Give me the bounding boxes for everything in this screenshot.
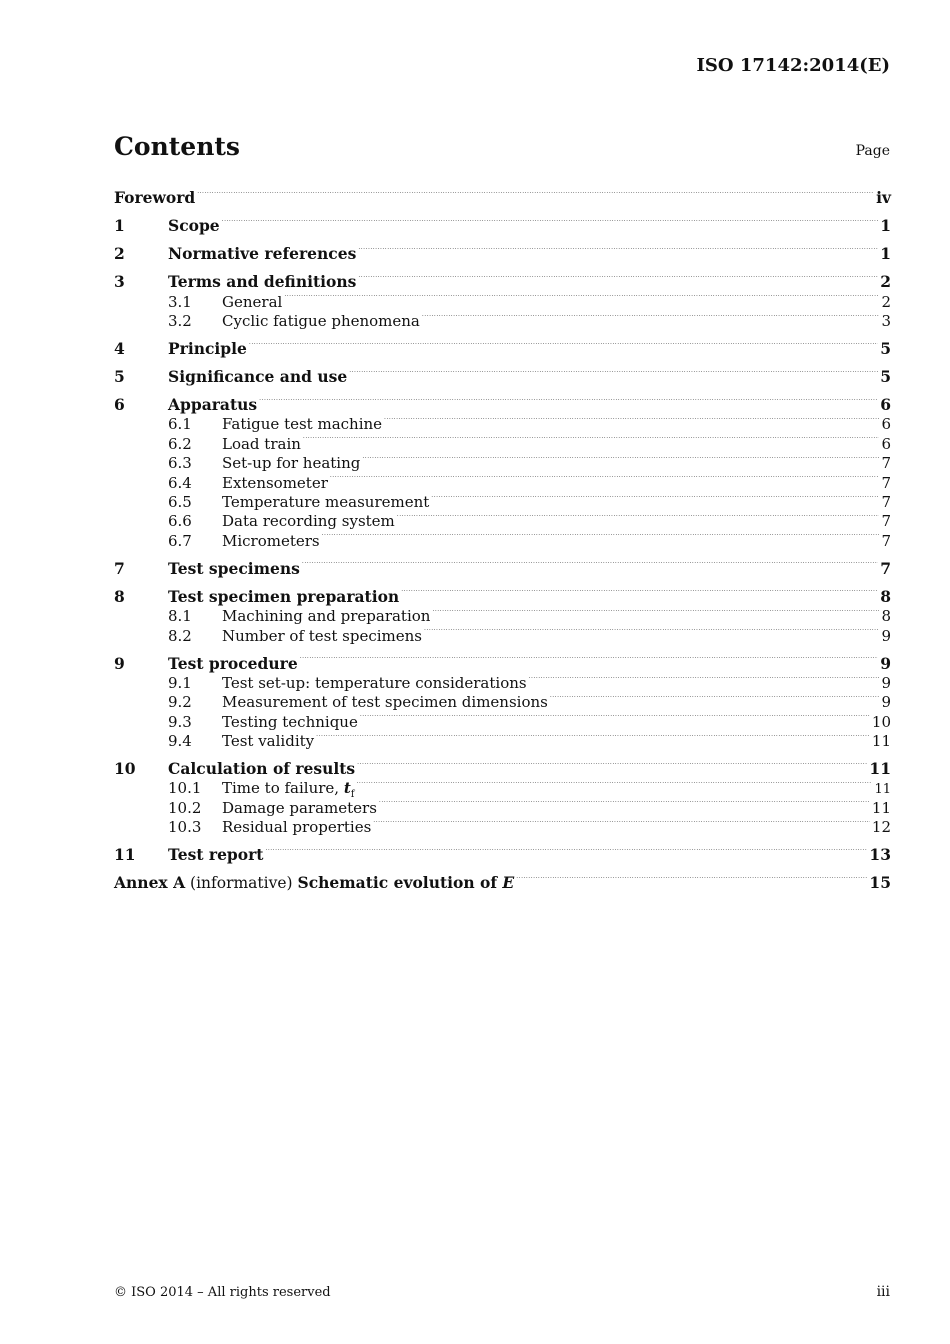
toc-entry-title: Damage parameters xyxy=(222,798,377,817)
toc-entry-scope[interactable] xyxy=(114,212,891,236)
toc-entry-page: 11 xyxy=(869,759,891,779)
toc-entry-page: 11 xyxy=(871,732,891,751)
toc-entry-test-report[interactable] xyxy=(114,841,891,865)
toc-entry-title: Test set-up: temperature considerations xyxy=(222,673,527,692)
toc-entry-title: Test report xyxy=(168,845,264,865)
annex-label: Annex A xyxy=(114,873,186,893)
toc-entry-page: 8 xyxy=(880,586,891,606)
toc-entry-title: General xyxy=(222,292,283,311)
dot-leader xyxy=(349,363,878,382)
dot-leader xyxy=(432,602,879,621)
toc-entry-page: 5 xyxy=(880,367,891,387)
dot-leader xyxy=(303,429,880,448)
toc-entry-number: 9.1 xyxy=(168,673,192,692)
toc-entry-title: Testing technique xyxy=(222,712,358,731)
toc-entry-page: 7 xyxy=(881,454,891,473)
toc-entry-title: Normative references xyxy=(168,244,357,264)
dot-leader xyxy=(516,869,867,888)
toc-entry-title: Significance and use xyxy=(168,367,348,387)
toc-entry-title: Test validity xyxy=(222,732,315,751)
toc-entry-number: 8.2 xyxy=(168,626,192,645)
dot-leader xyxy=(360,707,870,726)
toc-entry-title-subscript: f xyxy=(350,789,355,801)
toc-entry-page: 1 xyxy=(880,216,891,236)
toc-entry-title: Set-up for heating xyxy=(222,454,361,473)
toc-entry-number: 6.7 xyxy=(168,531,192,550)
toc-entry-principle[interactable] xyxy=(114,335,891,359)
toc-entry-annex-a[interactable] xyxy=(114,869,891,893)
toc-entry-title: Number of test specimens xyxy=(222,626,423,645)
toc-entry-number: 11 xyxy=(114,845,136,865)
toc-entry-apparatus[interactable] xyxy=(114,391,891,415)
toc-entry-number: 8 xyxy=(114,586,125,606)
toc-entry-page: 10 xyxy=(871,712,891,731)
toc-entry-page: 3 xyxy=(881,312,891,331)
dot-leader xyxy=(357,755,867,774)
toc-entry-number: 6.2 xyxy=(168,434,192,453)
dot-leader xyxy=(330,468,880,487)
toc-entry-number: 1 xyxy=(114,216,125,236)
document-id: ISO 17142:2014(E) xyxy=(696,55,890,76)
toc-entry-page: 11 xyxy=(874,782,891,798)
toc-entry-title: Test procedure xyxy=(168,653,298,673)
dot-leader xyxy=(373,813,870,832)
toc-entry-page: 11 xyxy=(871,798,891,817)
dot-leader xyxy=(265,841,867,860)
toc-entry-terms-definitions[interactable] xyxy=(114,268,891,292)
dot-leader xyxy=(259,391,878,410)
annex-title: Schematic evolution of xyxy=(297,873,503,893)
toc-entry-number: 9.2 xyxy=(168,693,192,712)
toc-entry-number: 4 xyxy=(114,339,125,359)
toc-entry-number: 9 xyxy=(114,653,125,673)
toc-entry-page: 2 xyxy=(881,292,891,311)
toc-entry-page: 5 xyxy=(880,339,891,359)
toc-entry-page: 7 xyxy=(881,493,891,512)
toc-entry-title: Foreword xyxy=(114,188,196,208)
dot-leader xyxy=(401,582,878,601)
dot-leader xyxy=(302,554,878,573)
toc-entry-significance[interactable] xyxy=(114,363,891,387)
dot-leader xyxy=(397,507,880,526)
dot-leader xyxy=(322,526,880,545)
time-symbol: t xyxy=(343,779,351,798)
dot-leader xyxy=(384,410,879,429)
contents-heading: Contents xyxy=(114,132,241,161)
dot-leader xyxy=(222,212,879,231)
toc-entry-title: Data recording system xyxy=(222,512,395,531)
toc-entry-number: 10.1 xyxy=(168,779,202,798)
toc-entry-number: 3.2 xyxy=(168,312,192,331)
dot-leader xyxy=(431,488,879,507)
toc-entry-number: 8.1 xyxy=(168,607,192,626)
toc-entry-page: 6 xyxy=(881,415,891,434)
dot-leader xyxy=(300,649,879,668)
toc-entry-title: Test specimens xyxy=(168,558,300,578)
toc-entry-page: 7 xyxy=(881,473,891,492)
toc-entry-title: Test specimen preparation xyxy=(168,586,400,606)
toc-entry-title: Calculation of results xyxy=(168,759,356,779)
toc-entry-number: 3 xyxy=(114,272,125,292)
toc-entry-title: Residual properties xyxy=(222,818,372,837)
toc-entry-number: 6 xyxy=(114,395,125,415)
toc-entry-title: Machining and preparation xyxy=(222,607,431,626)
toc-entry-title: Fatigue test machine xyxy=(222,415,383,434)
dot-leader xyxy=(529,669,880,688)
copyright-notice: © ISO 2014 – All rights reserved xyxy=(114,1285,331,1300)
toc-entry-title: Measurement of test specimen dimensions xyxy=(222,693,548,712)
dot-leader xyxy=(249,335,878,354)
toc-entry-number: 10 xyxy=(114,759,136,779)
toc-entry-number: 6.3 xyxy=(168,454,192,473)
toc-entry-page: 9 xyxy=(881,673,891,692)
toc-entry-title: Load train xyxy=(222,434,301,453)
toc-entry-number: 10.2 xyxy=(168,798,202,817)
toc-entry-page: iv xyxy=(876,188,891,208)
toc-entry-test-specimens[interactable] xyxy=(114,554,891,578)
toc-entry-number: 10.3 xyxy=(168,818,202,837)
dot-leader xyxy=(379,793,870,812)
annex-informative: (informative) xyxy=(185,874,298,893)
dot-leader xyxy=(422,307,880,326)
toc-entry-number: 3.1 xyxy=(168,292,192,311)
toc-entry-normative-references[interactable] xyxy=(114,240,891,264)
toc-entry-calculation[interactable] xyxy=(114,755,891,779)
toc-entry-page: 6 xyxy=(881,434,891,453)
toc-entry-title: Principle xyxy=(168,339,247,359)
dot-leader xyxy=(316,727,870,746)
toc-entry-page: 7 xyxy=(881,512,891,531)
toc-entry-specimen-preparation[interactable] xyxy=(114,582,891,606)
toc-entry-title-text: Time to failure, t xyxy=(222,779,351,798)
toc-entry-number: 6.6 xyxy=(168,512,192,531)
dot-leader xyxy=(356,774,872,793)
toc-entry-number: 5 xyxy=(114,367,125,387)
dot-leader xyxy=(197,184,874,203)
toc-entry-number: 2 xyxy=(114,244,125,264)
toc-entry-number: 9.3 xyxy=(168,712,192,731)
toc-entry-title: Cyclic fatigue phenomena xyxy=(222,312,420,331)
toc-entry-test-procedure[interactable] xyxy=(114,649,891,673)
toc-entry-title: Scope xyxy=(168,216,220,236)
dot-leader xyxy=(550,688,880,707)
toc-entry-title: Terms and definitions xyxy=(168,272,357,292)
toc-entry-page: 15 xyxy=(869,873,891,893)
toc-entry-page: 13 xyxy=(869,845,891,865)
dot-leader xyxy=(284,287,879,306)
toc-entry-page: 12 xyxy=(871,818,891,837)
toc-entry-page: 1 xyxy=(880,244,891,264)
toc-entry-number: 9.4 xyxy=(168,732,192,751)
toc-entry-number: 6.4 xyxy=(168,473,192,492)
toc-entry-title xyxy=(114,873,514,893)
toc-entry-title: Extensometer xyxy=(222,473,328,492)
toc-entry-page: 7 xyxy=(881,531,891,550)
page-column-label: Page xyxy=(855,143,890,159)
toc-entry-foreword[interactable] xyxy=(114,184,891,208)
toc-entry-title: Micrometers xyxy=(222,531,320,550)
toc-entry-number: 7 xyxy=(114,558,125,578)
toc-entry-page: 6 xyxy=(880,395,891,415)
dot-leader xyxy=(424,621,879,640)
toc-entry-title: Apparatus xyxy=(168,395,258,415)
toc-entry-number: 6.5 xyxy=(168,493,192,512)
page-number: iii xyxy=(876,1284,890,1300)
dot-leader xyxy=(358,240,878,259)
annex-title-symbol: E xyxy=(502,873,515,893)
toc-entry-page: 8 xyxy=(881,607,891,626)
toc-entry-page: 9 xyxy=(880,653,891,673)
toc-entry-page: 7 xyxy=(880,558,891,578)
toc-entry-number: 6.1 xyxy=(168,415,192,434)
dot-leader xyxy=(362,449,879,468)
toc-entry-page: 9 xyxy=(881,626,891,645)
toc-entry-title: Temperature measurement xyxy=(222,493,430,512)
toc-entry-page: 9 xyxy=(881,693,891,712)
table-of-contents xyxy=(114,184,891,893)
dot-leader xyxy=(358,268,878,287)
toc-entry-page: 2 xyxy=(880,272,891,292)
